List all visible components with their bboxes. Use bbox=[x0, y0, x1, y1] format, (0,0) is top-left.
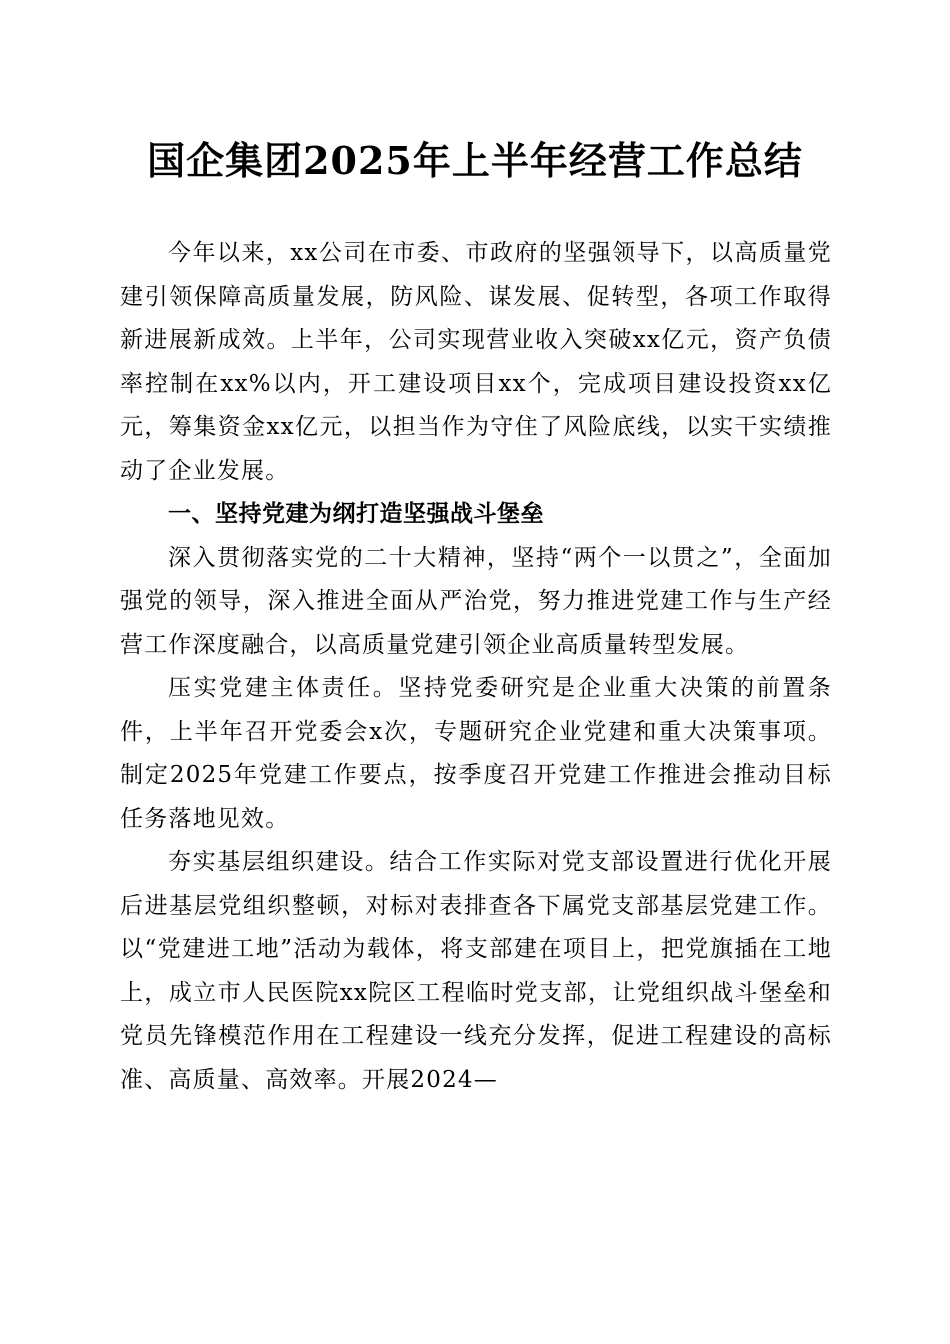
document-title: 国企集团2025年上半年经营工作总结 bbox=[147, 138, 803, 183]
document-body bbox=[120, 232, 832, 1102]
intro-paragraph: 今年以来，xx公司在市委、市政府的坚强领导下，以高质量党建引领保障高质量发展，防风险、谋发展、促转型，各项工作取得新进展新成效。上半年，公司实现营业收入突破xx亿元，资产负债率控制在xx%以内，开工建设项目xx个，完成项目建设投资xx亿元，筹集资金xx亿元，以担当作为守住了风险底线，以实干实绩推动了企业发展。 bbox=[120, 240, 832, 484]
section-heading: 一、坚持党建为纲打造坚强战斗堡垒 bbox=[168, 501, 544, 527]
body-paragraph: 深入贯彻落实党的二十大精神，坚持“两个一以贯之”，全面加强党的领导，深入推进全面从严治党，努力推进党建工作与生产经营工作深度融合，以高质量党建引领企业高质量转型发展。 bbox=[120, 544, 832, 658]
body-paragraph: 夯实基层组织建设。结合工作实际对党支部设置进行优化开展后进基层党组织整顿，对标对表排查各下属党支部基层党建工作。以“党建进工地”活动为载体，将支部建在项目上，把党旗插在工地上，成立市人民医院xx院区工程临时党支部，让党组织战斗堡垒和党员先锋模范作用在工程建设一线充分发挥，促进工程建设的高标准、高质量、高效率。开展2024— bbox=[120, 849, 832, 1093]
body-paragraph: 压实党建主体责任。坚持党委研究是企业重大决策的前置条件，上半年召开党委会x次，专题研究企业党建和重大决策事项。制定2025年党建工作要点，按季度召开党建工作推进会推动目标任务落地见效。 bbox=[120, 675, 832, 832]
